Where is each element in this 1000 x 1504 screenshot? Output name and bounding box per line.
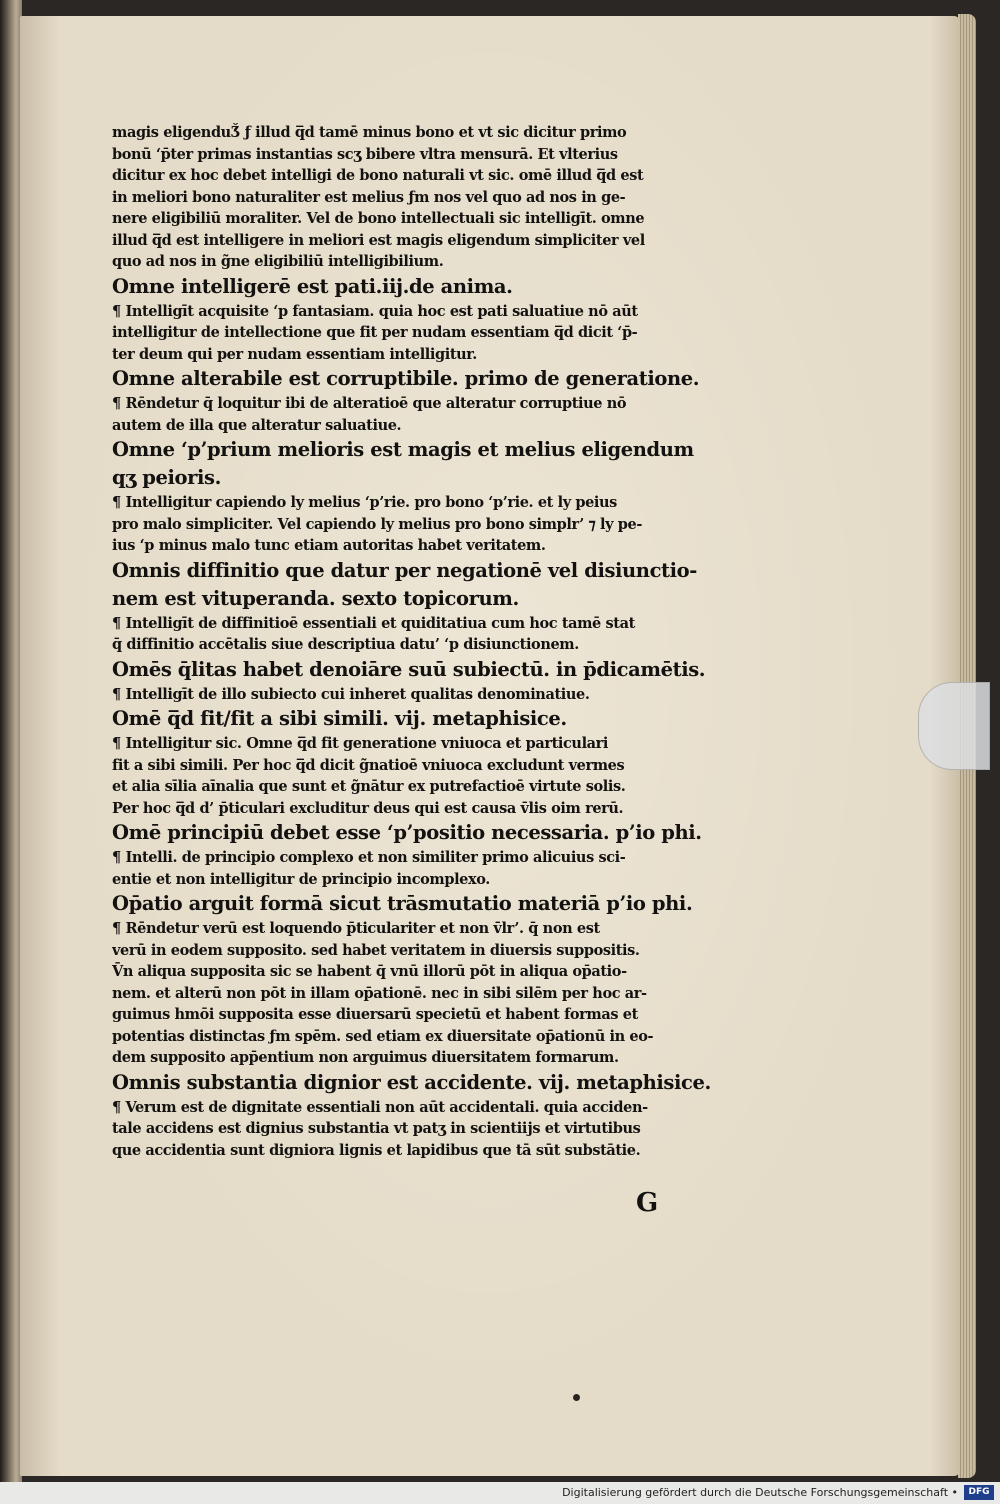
dfg-logo-icon: DFG — [964, 1485, 994, 1500]
funding-credit: Digitalisierung gefördert durch die Deutsche Forschungsgemeinschaft • — [562, 1486, 958, 1499]
text-line: q̄ diffinitio accētalis siue descriptiua datu’ ‘p disiunctionem. — [112, 636, 579, 653]
text-line: ¶ Intelligitur capiendo ly melius ‘p’rie. pro bono ‘p’rie. et ly peius — [112, 494, 617, 511]
text-line: Per hoc q̅d d’ p̄ticulari excluditur deus qui est causa v̄lis oim rerū. — [112, 799, 624, 817]
text-line: potentias distinctas ƒm spēm. sed etiam ex diuersitate op̄ationū in eo- — [112, 1027, 654, 1045]
text-line: que accidentia sunt digniora lignis et lapidibus que tā sūt substātie. — [112, 1141, 641, 1159]
text-line: nem. et alterū non pōt in illam op̄ationē. nec in sibi silēm per hoc ar- — [112, 984, 647, 1002]
printed-text-block — [112, 122, 742, 1161]
text-line: ¶ Intelligīt de illo subiecto cui inheret qualitas denominatiue. — [112, 685, 590, 703]
text-line: ¶ Intelligīt de diffinitioē essentiali et quiditatiua cum hoc tamē stat — [112, 614, 635, 632]
text-line: illud q̅d est intelligere in meliori est magis eligendum simpliciter vel — [112, 231, 645, 249]
heading-line: nem est vituperanda. sexto topicorum. — [112, 586, 519, 610]
text-line: ter deum qui per nudam essentiam intelligitur. — [112, 345, 477, 363]
text-line: verū in eodem supposito. sed habet veritatem in diuersis suppositis. — [112, 941, 640, 959]
heading-line: Omnis diffinitio que datur per negationē vel disiunctio- — [112, 558, 697, 582]
text-line: ¶ Verum est de dignitate essentiali non aūt accidentali. quia acciden- — [112, 1098, 648, 1116]
signature-mark: G — [636, 1188, 659, 1218]
text-line: intelligitur de intellectione que fit per nudam essentiam q̅d dicit ‘p̄- — [112, 324, 638, 341]
heading-line: Op̄atio arguit formā sicut trāsmutatio materiā p’io phi. — [112, 892, 693, 915]
text-line: dicitur ex hoc debet intelligi de bono naturali vt sic. omē illud q̅d est — [112, 167, 644, 184]
text-line: guimus hmōi supposita esse diuersarū specietū et habent formas et — [112, 1006, 638, 1023]
ink-dot — [573, 1394, 580, 1401]
text-line: magis eligenduǮ ƒ illud q̅d tamē minus bono et vt sic dicitur primo — [112, 124, 627, 141]
heading-line: Omē principiū debet esse ‘p’positio necessaria. p’io phi. — [112, 821, 702, 844]
text-line: ¶ Intelli. de principio complexo et non similiter primo alicuius sci- — [112, 849, 626, 866]
footer-bar — [0, 1482, 1000, 1504]
text-line: autem de illa que alteratur saluatiue. — [112, 416, 402, 434]
text-line: tale accidens est dignius substantia vt patʒ in scientiĳs et virtutibus — [112, 1120, 641, 1137]
text-line: dem supposito app̄entium non arguimus diuersitatem formarum. — [112, 1049, 619, 1066]
facing-page-edge — [0, 0, 22, 1482]
text-line: ¶ Intelligīt acquisite ‘p fantasiam. quia hoc est pati saluatiue nō aūt — [112, 302, 638, 320]
text-line: nere eligibiliū moraliter. Vel de bono intellectuali sic intelligīt. omne — [112, 210, 645, 227]
heading-line: qʒ peioris. — [112, 466, 222, 489]
heading-line: Omē q̅d fit/fit a sibi simili. vij. metaphisice. — [112, 707, 567, 730]
text-line: entie et non intelligitur de principio incomplexo. — [112, 870, 490, 888]
text-line: pro malo simpliciter. Vel capiendo ly melius pro bono simplr’ ⁊ ly pe- — [112, 515, 642, 533]
text-line: in meliori bono naturaliter est melius ƒm nos vel quo ad nos in ge- — [112, 188, 626, 206]
heading-line: Omne alterabile est corruptibile. primo de generatione. — [112, 367, 700, 390]
text-line: ius ‘p minus malo tunc etiam autoritas habet veritatem. — [112, 537, 546, 554]
heading-line: Omne intelligerē est pati.iij.de anima. — [112, 274, 513, 298]
page-turn-tab[interactable] — [918, 682, 990, 770]
text-line: quo ad nos in g̃ne eligibiliū intelligibilium. — [112, 253, 444, 270]
text-line: ¶ Intelligitur sic. Omne q̅d fit generatione vniuoca et particulari — [112, 735, 609, 752]
heading-line: Omnis substantia dignior est accidente. vij. metaphisice. — [112, 1070, 711, 1094]
text-line: V̄n aliqua supposita sic se habent q̄ vnū illorū pōt in aliqua op̄atio- — [112, 963, 627, 980]
text-line: ¶ Rēndetur q̄ loquitur ibi de alteratioē que alteratur corruptiue nō — [112, 395, 627, 412]
heading-line: Omne ‘p’prium melioris est magis et melius eligendum — [112, 438, 694, 461]
heading-line: Omēs q̄litas habet denoiāre suū subiectū. in p̄dicamētis. — [112, 657, 706, 681]
text-line: fit a sibi simili. Per hoc q̅d dicit g̃natioē vniuoca excludunt vermes — [112, 756, 625, 774]
text-line: et alia sīlia aīnalia que sunt et g̃nātur ex putrefactioē virtute solis. — [112, 778, 626, 795]
text-line: ¶ Rēndetur verū est loquendo p̄ticulariter et non v̄lr’. q̄ non est — [112, 920, 600, 937]
text-line: bonū ‘p̄ter primas instantias scʒ bibere vltra mensurā. Et vlterius — [112, 145, 618, 163]
